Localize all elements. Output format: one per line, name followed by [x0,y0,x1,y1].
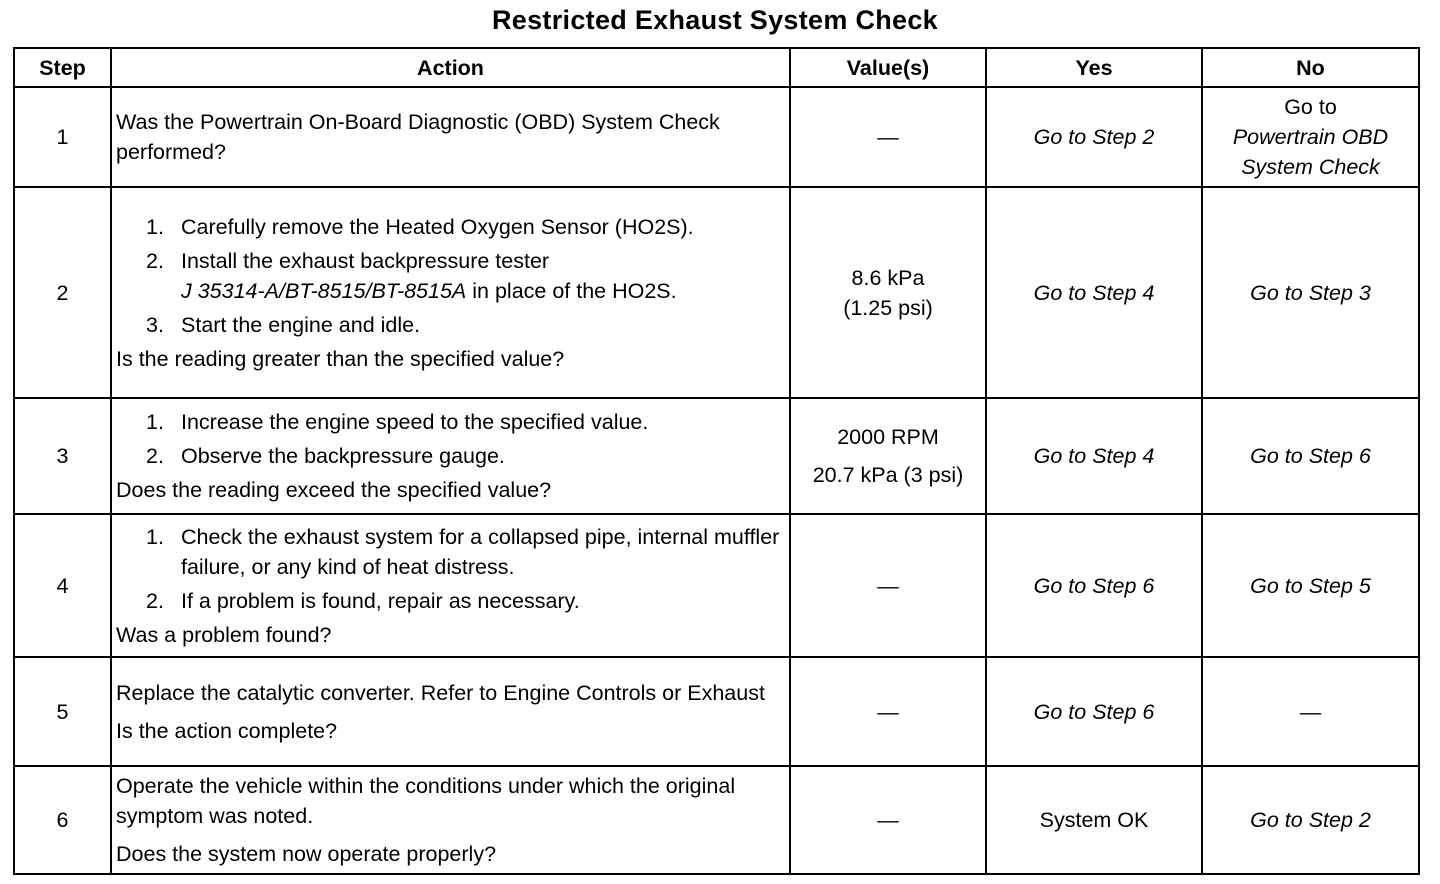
action-step: 2. If a problem is found, repair as necessary. [146,588,580,613]
header-action: Action [111,48,790,87]
action-cell [111,398,790,514]
table-row [14,514,1419,657]
table-row [14,766,1419,874]
yes-cell [986,87,1202,187]
yes-cell [986,657,1202,766]
action-cell [111,766,790,874]
step-number: 2 [14,187,111,398]
yes-link[interactable]: Go to Step 4 [1033,280,1155,305]
action-step: 3. Start the engine and idle. [146,312,421,337]
diagnostic-table [13,47,1420,875]
value-cell: — [790,766,986,874]
table-row [14,187,1419,398]
no-cell [1202,187,1419,398]
table-row [14,398,1419,514]
yes-cell [986,398,1202,514]
no-cell [1202,87,1419,187]
yes-cell [986,187,1202,398]
yes-cell [986,514,1202,657]
step-number: 1 [14,87,111,187]
step-number: 4 [14,514,111,657]
action-text: Operate the vehicle within the conditions under which the original symptom was noted. [116,774,736,828]
step-number: 3 [14,398,111,514]
action-step: 1. Carefully remove the Heated Oxygen Sensor (HO2S). [146,214,694,239]
action-step: 1. Check the exhaust system for a collapsed pipe, internal muffler failure, or any kind of heat distress. [146,524,780,579]
action-cell [111,87,790,187]
action-question: Does the system now operate properly? [116,842,497,866]
action-steps [116,212,785,340]
yes-cell [986,766,1202,874]
no-link[interactable]: Go to Step 5 [1250,573,1371,598]
action-question: Does the reading exceed the specified value? [116,478,552,502]
step-number: 5 [14,657,111,766]
action-question: Is the action complete? [116,718,338,743]
yes-result: System OK [1039,808,1149,832]
table-row [14,657,1419,766]
value-cell: — [790,87,986,187]
action-question: Was a problem found? [116,622,332,647]
page-title: Restricted Exhaust System Check [492,5,938,35]
value-cell: 8.6 kPa (1.25 psi) [790,187,986,398]
header-step: Step [14,48,111,87]
yes-link[interactable]: Go to Step 6 [1033,573,1155,598]
no-cell: — [1202,657,1419,766]
table-row [14,87,1419,187]
value-cell: 2000 RPM 20.7 kPa (3 psi) [790,398,986,514]
value-cell: — [790,514,986,657]
yes-link[interactable]: Go to Step 2 [1033,125,1155,149]
header-yes: Yes [986,48,1202,87]
no-cell [1202,766,1419,874]
yes-link[interactable]: Go to Step 4 [1033,444,1155,468]
no-link[interactable]: Go to Step 2 [1250,808,1371,832]
tool-number: J 35314-A/BT-8515/BT-8515A [181,278,467,303]
action-cell [111,514,790,657]
no-link[interactable]: Go to Step 3 [1250,280,1371,305]
action-question: Is the reading greater than the specified value? [116,346,565,371]
step-number: 6 [14,766,111,874]
value-cell: — [790,657,986,766]
no-cell [1202,514,1419,657]
yes-link[interactable]: Go to Step 6 [1033,699,1155,724]
action-cell [111,657,790,766]
header-no: No [1202,48,1419,87]
header-row [14,48,1419,87]
action-text: Was the Powertrain On-Board Diagnostic (OBD) System Check performed? [116,110,720,164]
no-link[interactable]: Go to Step 6 [1250,444,1371,468]
action-step: 2. Observe the backpressure gauge. [146,444,505,468]
action-text: Replace the catalytic converter. Refer to Engine Controls or Exhaust [116,680,765,705]
header-values: Value(s) [790,48,986,87]
action-step: 1. Increase the engine speed to the specified value. [146,410,649,434]
no-link[interactable]: Powertrain OBD System Check [1232,125,1389,179]
action-step: 2. Install the exhaust backpressure tester J 35314-A/BT-8515/BT-8515A in place of the HO2S. [146,248,677,303]
no-cell [1202,398,1419,514]
action-steps [116,407,785,471]
no-text: Go to [1284,95,1337,119]
action-cell [111,187,790,398]
action-steps [116,522,785,616]
